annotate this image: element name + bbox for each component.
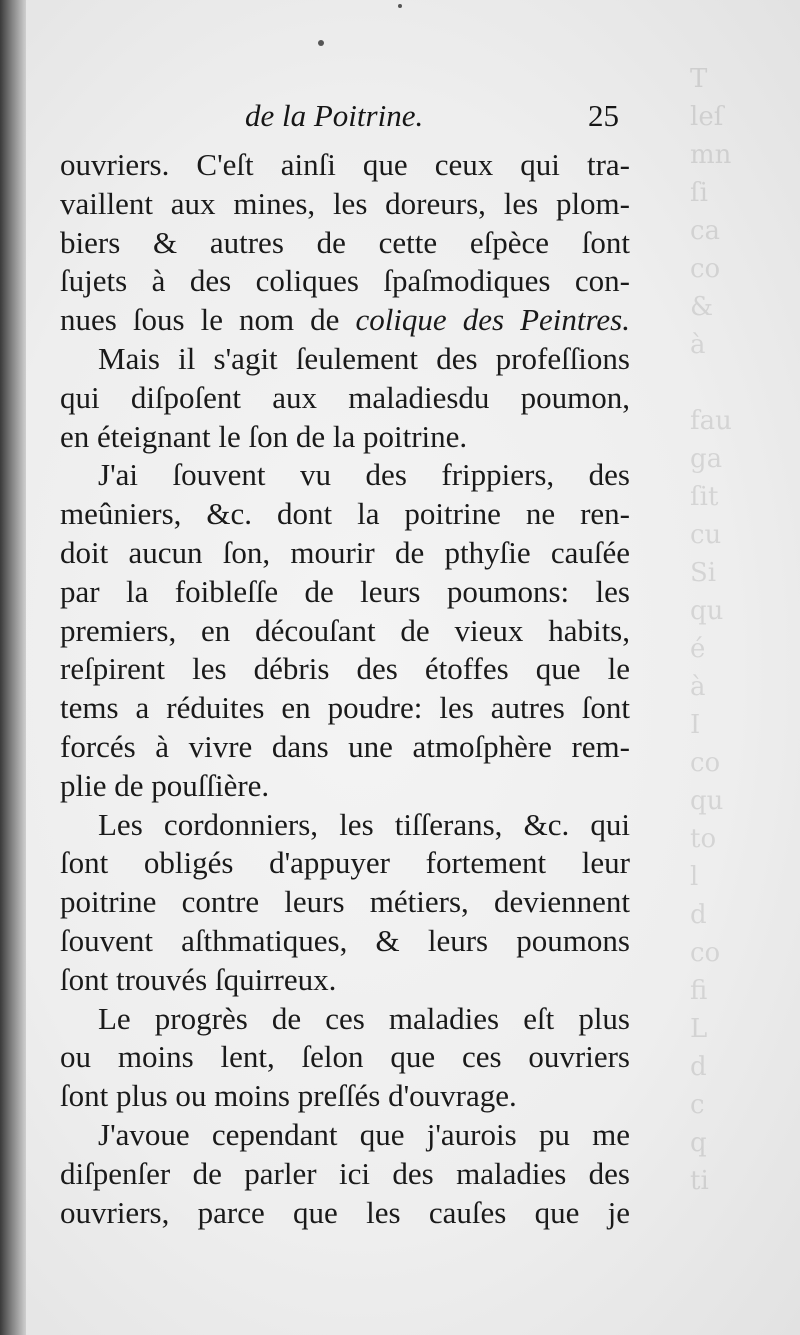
text-line: poitrine contre leurs métiers, deviennent bbox=[60, 884, 630, 920]
text-line: ouvriers, parce que les cauſes que je bbox=[60, 1194, 630, 1230]
text-line: premiers, en découſant de vieux habits, bbox=[60, 612, 630, 648]
text-line: diſpenſer de parler ici des maladies des bbox=[60, 1155, 630, 1191]
running-title: de la Poitrine. bbox=[245, 98, 424, 133]
text-line: ſont obligés d'appuyer fortement leur bbox=[60, 845, 630, 881]
text-line: J'avoue cependant que j'aurois pu me bbox=[98, 1116, 630, 1152]
text-line: vaillent aux mines, les doreurs, les plom- bbox=[60, 185, 630, 221]
text-line: biers & autres de cette eſpèce ſont bbox=[60, 224, 630, 260]
page-number: 25 bbox=[588, 98, 619, 133]
page-header bbox=[0, 98, 800, 142]
text-line: en éteignant le ſon de la poitrine. bbox=[60, 418, 468, 454]
text-line: Les cordonniers, les tiſſerans, &c. qui bbox=[98, 806, 630, 842]
text-line: Mais il s'agit ſeulement des profeſſions bbox=[98, 340, 630, 376]
text-line: par la foibleſſe de leurs poumons: les bbox=[60, 573, 630, 609]
text-line: qui diſpoſent aux maladiesdu poumon, bbox=[60, 379, 630, 415]
text-line: ſouvent aſthmatiques, & leurs poumons bbox=[60, 922, 630, 958]
ink-speck bbox=[398, 4, 402, 8]
text-line: reſpirent les débris des étoffes que le bbox=[60, 651, 630, 687]
text-line: Le progrès de ces maladies eſt plus bbox=[98, 1000, 630, 1036]
text-line: ſont plus ou moins preſſés d'ouvrage. bbox=[60, 1078, 517, 1114]
body-text bbox=[60, 146, 630, 1232]
text-line: meûniers, &c. dont la poitrine ne ren- bbox=[60, 496, 630, 532]
text-line-start: nues ſous le nom de bbox=[60, 302, 356, 338]
text-line: ſujets à des coliques ſpaſmodiques con- bbox=[60, 263, 630, 299]
text-line: doit aucun ſon, mourir de pthyſie cauſée bbox=[60, 534, 630, 570]
text-line: J'ai ſouvent vu des frippiers, des bbox=[98, 457, 630, 493]
ink-speck bbox=[318, 40, 324, 46]
italic-term: colique des Peintres. bbox=[355, 302, 630, 338]
text-line: tems a réduites en poudre: les autres ſont bbox=[60, 690, 630, 726]
text-line: ouvriers. C'eſt ainſi que ceux qui tra- bbox=[60, 147, 630, 182]
binding-shadow bbox=[0, 0, 26, 1335]
text-line: forcés à vivre dans une atmoſphère rem- bbox=[60, 728, 630, 764]
text-line: ou moins lent, ſelon que ces ouvriers bbox=[60, 1039, 630, 1075]
text-line: plie de pouſſière. bbox=[60, 767, 270, 803]
show-through-text: T leſ mn ſi ca co & à fau ga ſit cu Si qu é à I co qu to l d co fi L d c q ti bbox=[690, 64, 732, 1196]
text-line bbox=[60, 301, 630, 340]
text-line: ſont trouvés ſquirreux. bbox=[60, 961, 337, 997]
